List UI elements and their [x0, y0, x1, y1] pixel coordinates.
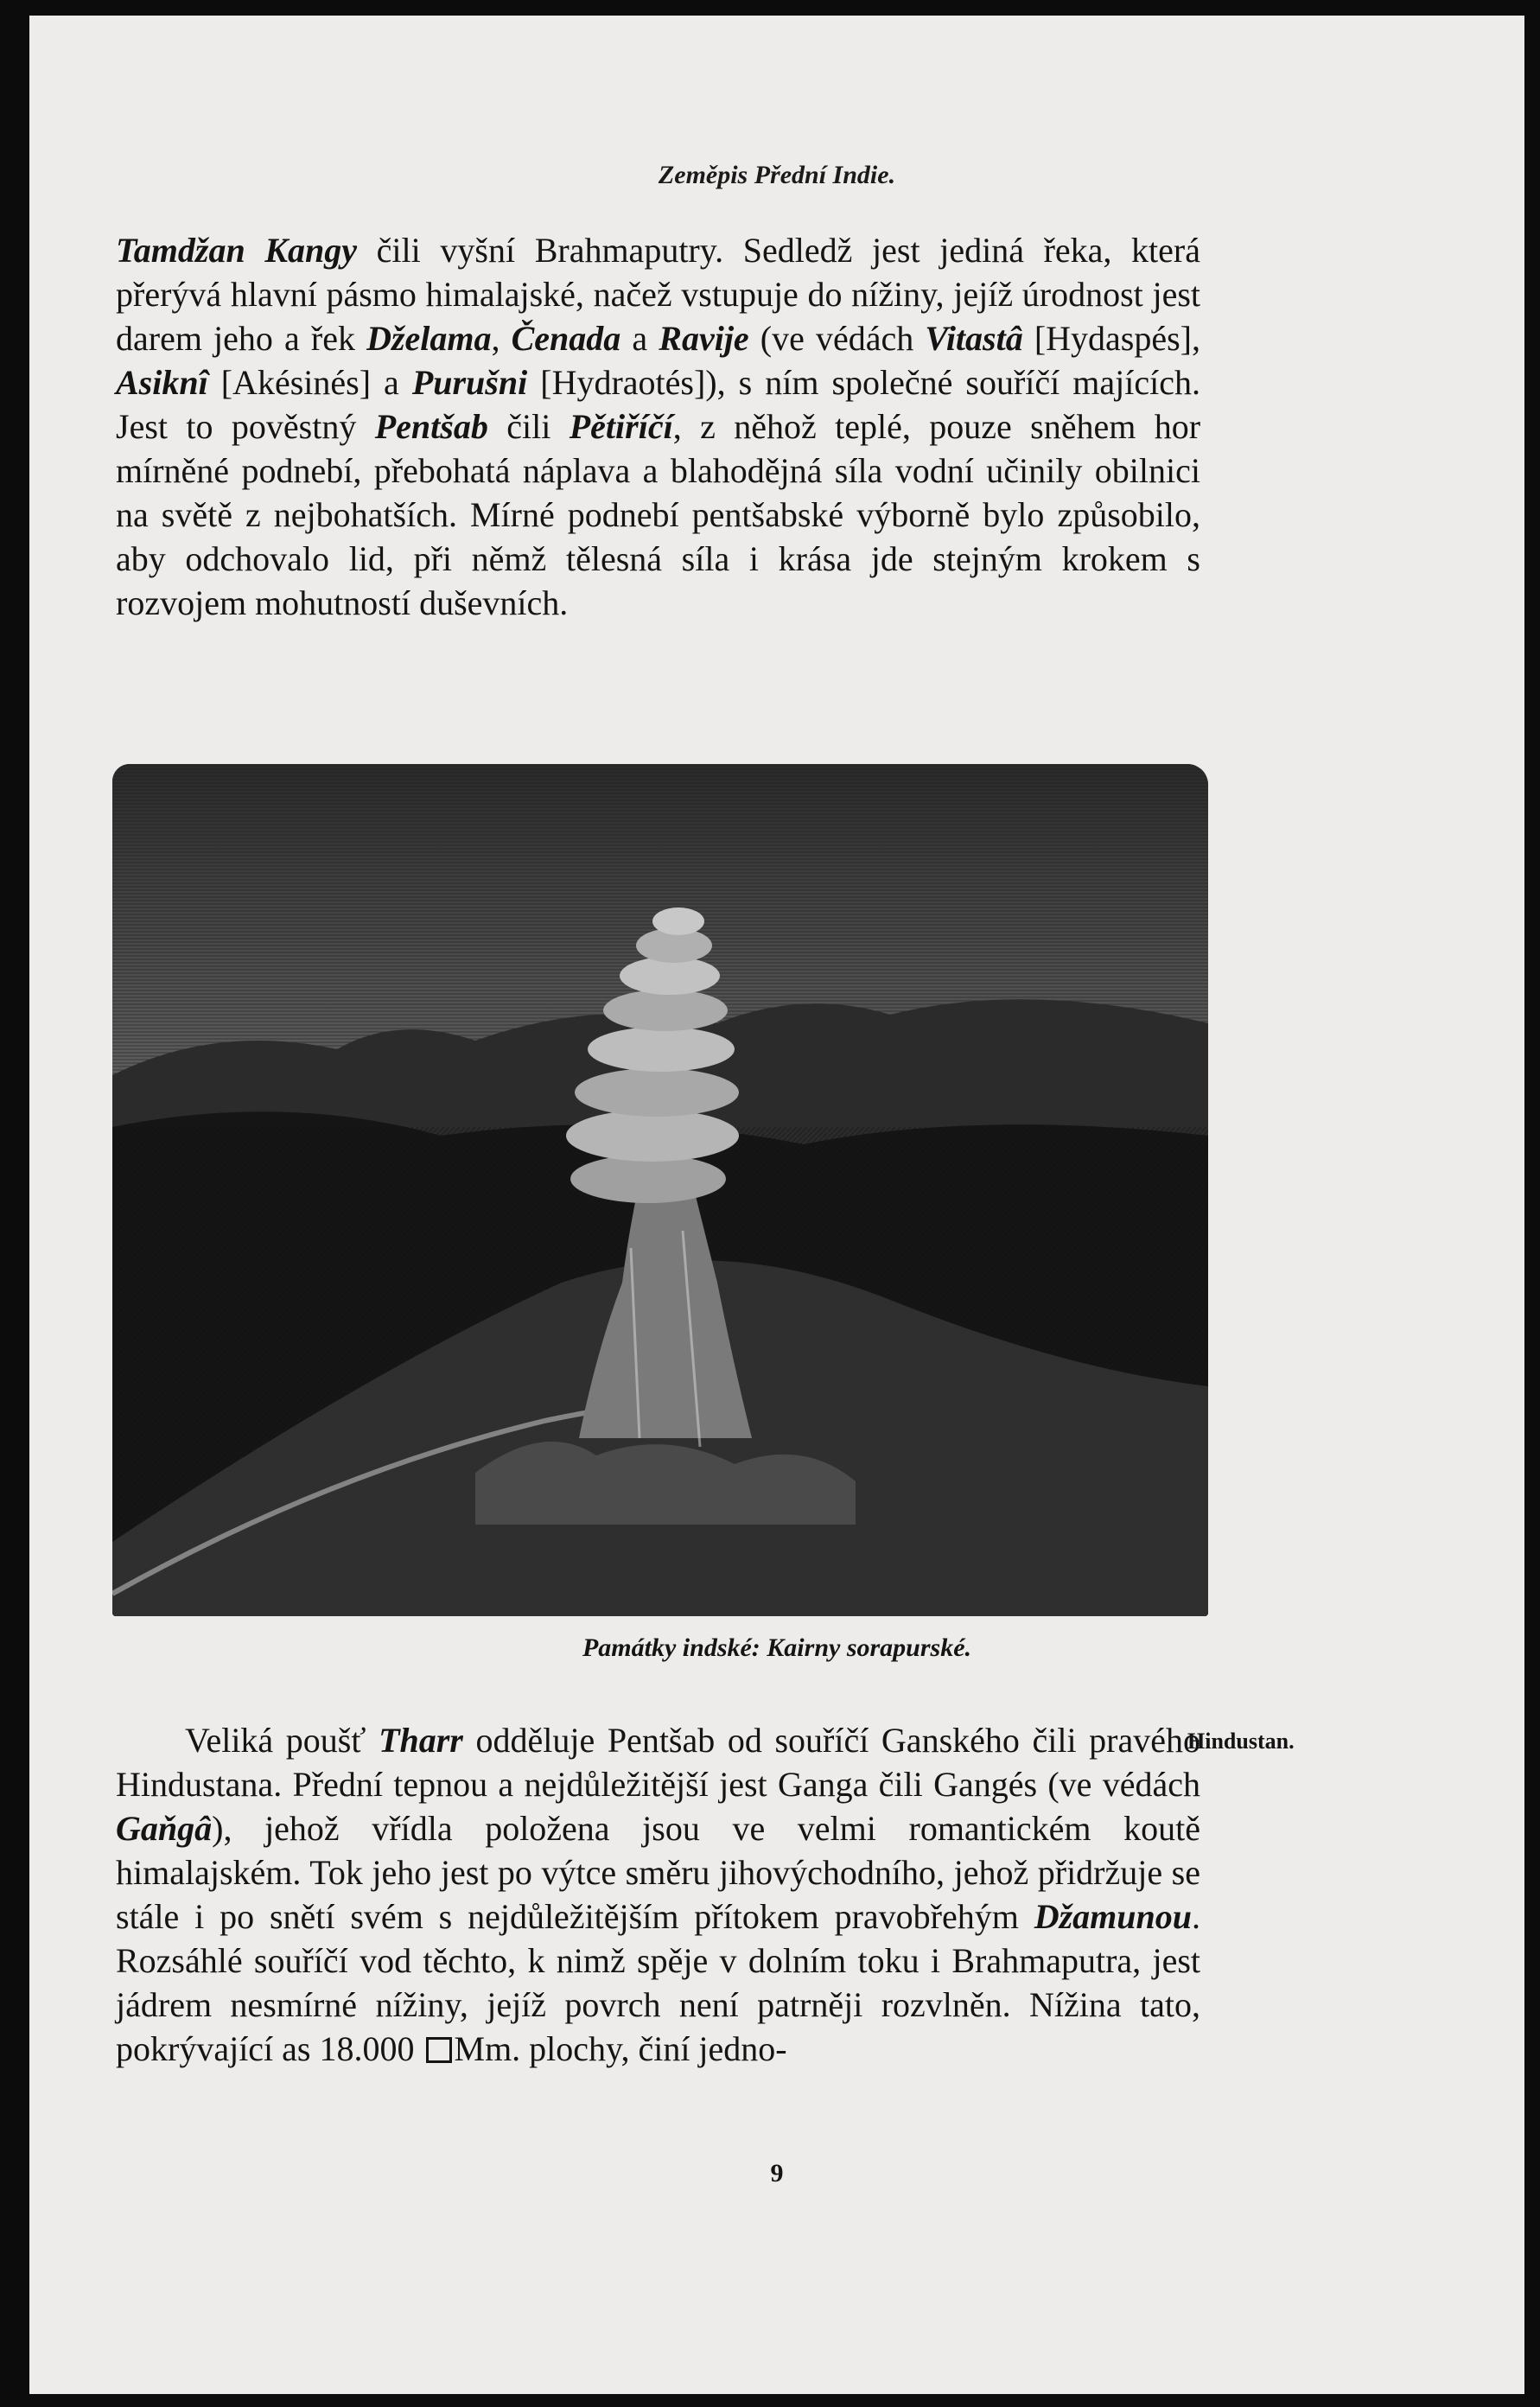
square-symbol: [426, 2037, 452, 2063]
book-page: [29, 16, 1524, 2394]
term-vitasta: Vitastâ: [925, 319, 1023, 358]
page-number: 9: [770, 2159, 784, 2187]
cairn-engraving: [112, 764, 1208, 1616]
term-tamdzan-kangy: Tamdžan Kangy: [116, 231, 358, 270]
paragraph-pentsab: Tamdžan Kangy čili vyšní Brahmaputry. Sedledž jest jediná řeka, která přerývá hlavní pásmo himalajské, načež vstupuje do nížiny, jejíž úrodnost jest darem jeho a řek Dželama, Čenada a Ravije (ve védách Vitastâ [Hydaspés], Asiknî [Akésinés] a Purušni [Hydraotés]), s ním společné souříčí majících. Jest to pověstný Pentšab čili Pětiříčí, z něhož teplé, pouze sněhem hor mírněné podnebí, přebohatá náplava a blahodějná síla vodní učinily obilnici na světě z nejbohatších. Mírné podnebí pentšabské výborně bylo způsobilo, aby odchovalo lid, při němž tělesná síla i krása jde stejným krokem s rozvojem mohutností duševních.: [116, 231, 1201, 622]
term-petirici: Pětiříčí: [569, 407, 673, 446]
margin-note: Hindustan.: [1187, 1729, 1295, 1754]
running-head: Zeměpis Přední Indie.: [658, 161, 896, 189]
paragraph-hindustan: Veliká poušť Tharr odděluje Pentšab od souříčí Ganského čili pravého Hindustana. Přední tepnou a nejdůležitější jest Ganga čili Gangés (ve védách Gaňgâ), jehož vřídla položena jsou ve velmi romantickém koutě himalajském. Tok jeho jest po výtce směru jihovýchodního, jehož přidržuje se stále i po snětí svém s nejdůležitějším přítokem pravobřehým Džamunou. Rozsáhlé souříčí vod těchto, k nimž spěje v dolním toku i Brahmaputra, jest jádrem nesmírné nížiny, jejíž povrch není patrněji rozvlněn. Nížina tato, pokrývající as 18.000 Mm. plochy, činí jedno-: [116, 1721, 1201, 2068]
term-ravije: Ravije: [659, 319, 749, 358]
term-dzamunou: Džamunou: [1034, 1897, 1192, 1936]
figure-caption: Památky indské: Kairny sorapurské.: [582, 1633, 972, 1662]
term-cenada: Čenada: [511, 319, 621, 358]
term-asikni: Asiknî: [116, 363, 208, 402]
cairn-illustration: [112, 764, 1208, 1616]
term-dzelama: Dželama: [366, 319, 492, 358]
term-tharr: Tharr: [379, 1721, 463, 1760]
term-ganga: Gaňgâ: [116, 1809, 213, 1848]
term-purusni: Purušni: [411, 363, 528, 402]
term-pentsab: Pentšab: [374, 407, 488, 446]
